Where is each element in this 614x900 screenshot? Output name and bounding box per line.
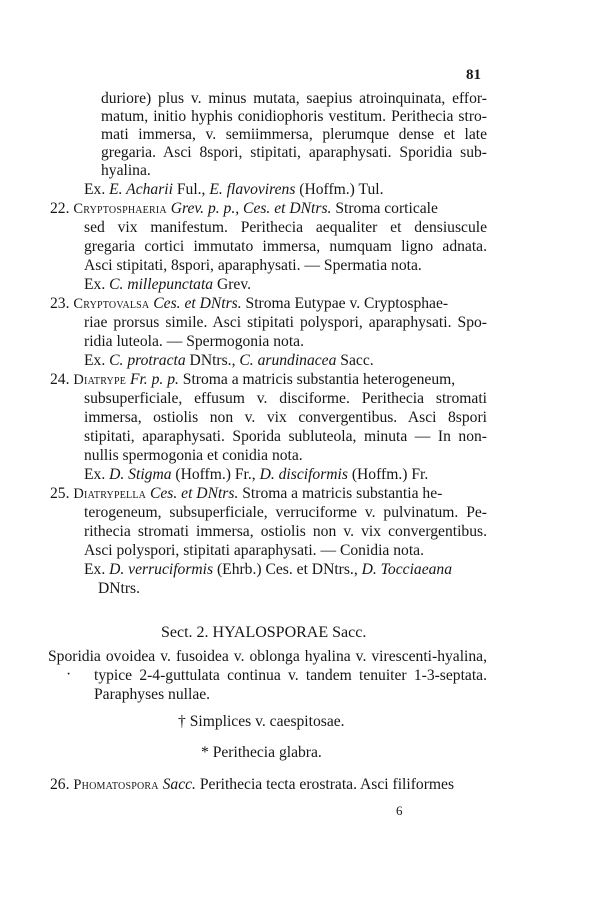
entry-heading-line: 23. Cryptovalsa Ces. et DNtrs. Stroma Eutypae v. Cryptosphae- bbox=[50, 295, 449, 312]
text-line: nullis spermogonia et conidia nota. bbox=[84, 447, 303, 464]
text-line: Asci stipitati, 8spori, aparaphysati. — Spermatia nota. bbox=[84, 257, 422, 274]
text-line: gregaria cortici immutato immersa, numquam ligno adnata. bbox=[84, 238, 487, 255]
example-line: Ex. C. millepunctata Grev. bbox=[84, 276, 252, 293]
text-line: matum, initio hyphis conidiophoris vestitum. Perithecia stro- bbox=[101, 108, 487, 125]
text-line: mati immersa, v. semiimmersa, plerumque dense et late bbox=[101, 126, 487, 143]
text-line: riae prorsus simile. Asci stipitati polyspori, aparaphysati. Spo- bbox=[84, 314, 487, 331]
genus-name: Cryptovalsa bbox=[73, 296, 150, 312]
example-line: Ex. D. Stigma (Hoffm.) Fr., D. disciformis (Hoffm.) Fr. bbox=[84, 466, 429, 483]
text-line: typice 2-4-guttulata continua v. tandem tenuiter 1-3-septata. bbox=[94, 667, 487, 684]
genus-name: Phomatospora bbox=[73, 777, 159, 793]
signature-mark: 6 bbox=[396, 803, 403, 818]
subsection-heading: * Perithecia glabra. bbox=[201, 744, 322, 761]
example-line: Ex. D. verruciformis (Ehrb.) Ces. et DNtrs., D. Tocciaeana bbox=[84, 561, 453, 578]
entry-heading-line: 22. Cryptosphaeria Grev. p. p., Ces. et DNtrs. Stroma corticale bbox=[50, 200, 438, 217]
text-line: Paraphyses nullae. bbox=[94, 686, 211, 703]
genus-name: Diatrypella bbox=[73, 486, 147, 502]
entry-heading-line: 24. Diatrype Fr. p. p. Stroma a matricis substantia heterogeneum, bbox=[50, 371, 456, 388]
text-line: hyalina. bbox=[101, 162, 151, 179]
section-heading: Sect. 2. HYALOSPORAE Sacc. bbox=[161, 624, 367, 641]
example-line: Ex. C. protracta DNtrs., C. arundinacea Sacc. bbox=[84, 352, 374, 369]
entry-heading-line: 26. Phomatospora Sacc. Perithecia tecta erostrata. Asci filiformes bbox=[50, 776, 455, 793]
text-line: Sporidia ovoidea v. fusoidea v. oblonga hyalina v. virescenti-hyalina, bbox=[48, 648, 487, 665]
text-line: Asci polyspori, stipitati aparaphysati. — Conidia nota. bbox=[84, 542, 424, 559]
text-line: stipitati, aparaphysati. Sporida subluteola, minuta — In non- bbox=[84, 428, 487, 445]
example-line: Ex. E. Acharii Ful., E. flavovirens (Hoffm.) Tul. bbox=[84, 181, 384, 198]
entry-heading-line: 25. Diatrypella Ces. et DNtrs. Stroma a matricis substantia he- bbox=[50, 485, 443, 502]
text-line: ridia luteola. — Spermogonia nota. bbox=[84, 333, 304, 350]
bullet-dot: · bbox=[66, 666, 72, 683]
text-line: rithecia stromati immersa, ostiolis non v. vix convergentibus. bbox=[84, 523, 487, 540]
subsection-heading: † Simplices v. caespitosae. bbox=[178, 713, 345, 730]
text-line: subsuperficiale, effusum v. disciforme. Perithecia stromati bbox=[84, 390, 487, 407]
text-line: DNtrs. bbox=[98, 580, 141, 597]
text-line: terogeneum, subsuperficiale, verruciforme v. pulvinatum. Pe- bbox=[84, 504, 487, 521]
text-line: duriore) plus v. minus mutata, saepius atroinquinata, effor- bbox=[101, 90, 487, 107]
text-line: sed vix manifestum. Perithecia aequaliter et densiuscule bbox=[84, 219, 487, 236]
genus-name: Cryptosphaeria bbox=[73, 201, 167, 217]
text-line: immersa, ostiolis non v. vix convergentibus. Asci 8spori bbox=[84, 409, 487, 426]
page-number: 81 bbox=[466, 67, 481, 83]
genus-name: Diatrype bbox=[73, 372, 127, 388]
text-line: gregaria. Asci 8spori, stipitati, aparaphysati. Sporidia sub- bbox=[101, 144, 487, 161]
